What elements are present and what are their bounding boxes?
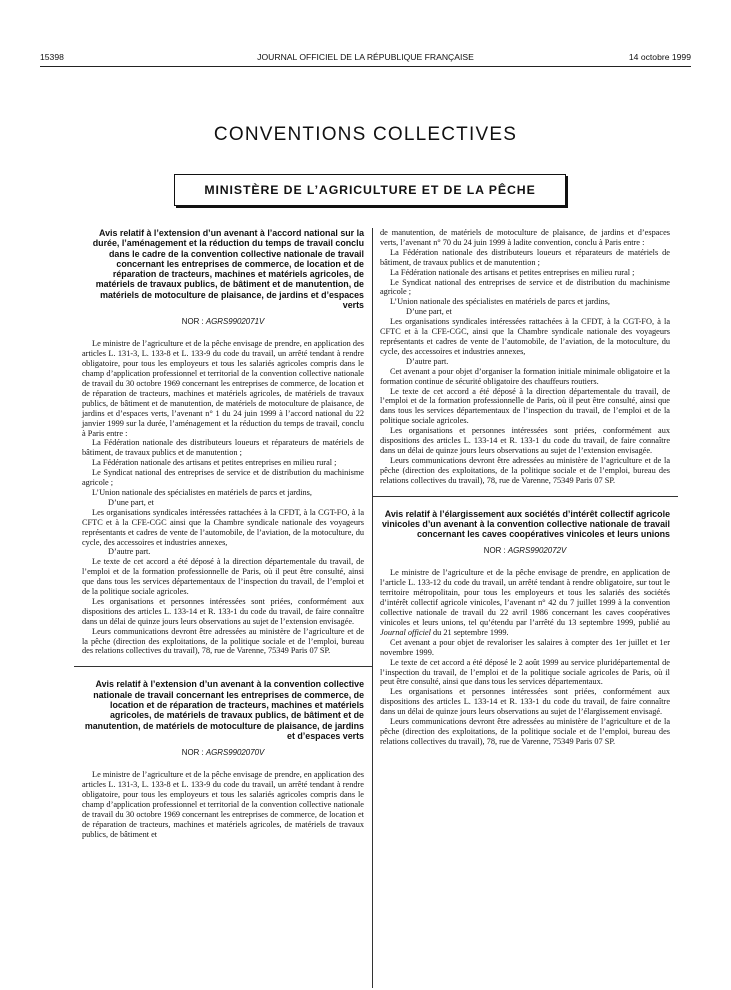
paragraph: Cet avenant a pour objet de revaloriser les salaires à compter des 1er juillet et 1er novembre 1999. (380, 637, 670, 657)
nor-code: AGRS9902071V (205, 317, 265, 327)
paragraph: Les organisations et personnes intéressées sont priées, conformément aux dispositions des articles L. 133-14 et R. 133-1 du code du travail, de faire connaître dans un délai de quinze jours leurs observations au sujet de l’extension envisagée. (380, 426, 670, 455)
paragraph: D’autre part. (108, 547, 151, 557)
issue-date: 14 octobre 1999 (628, 52, 691, 62)
paragraph-text: Le ministre de l’agriculture et de la pêche envisage de prendre, en application de l’article L. 133-12 du code du travail, un arrêté tendant à rendre obligatoire, sur tout le territoire métropolitain, pour tous les employeurs et tous les salariés des sociétés d’intérêt collectif agricole vinicoles, l’avenant n° 42 du 7 juillet 1999 à la convention collective nationale de travail du 22 avril 1986 concernant les caves coopératives vinicoles et leurs unions, tel qu’étendu par l’arrêté du 13 septembre 1999, publié au (380, 568, 670, 627)
paragraph: Le Syndicat national des entreprises de service et de distribution du machinisme agricole ; (82, 468, 364, 488)
paragraph: La Fédération nationale des distributeurs loueurs et réparateurs de matériels de bâtiment, de travaux publics et de manutention ; (380, 247, 670, 267)
paragraph: Les organisations syndicales intéressées rattachées à la CFDT, à la CGT-FO, à la CFTC et à la CFE-CGC ainsi que la Chambre syndicale nationale des voyageurs représentants et cadres de vente de l’automobile, de l’aviation, de la motoculture, du cycle, des accessoires et industries annexes, (82, 507, 364, 547)
running-header (40, 52, 691, 66)
paragraph: D’autre part. (406, 356, 449, 366)
nor-code: AGRS9902070V (205, 748, 265, 758)
notice-separator (74, 666, 372, 667)
paragraph: La Fédération nationale des distributeurs loueurs et réparateurs de matériels de bâtiment, de travaux publics et de manutention ; (82, 438, 364, 458)
nor-reference (380, 546, 670, 555)
paragraph: Le ministre de l’agriculture et de la pêche envisage de prendre, en application des articles L. 131-3, L. 133-8 et L. 133-9 du code du travail, un arrêté tendant à rendre obligatoire, pour tous les employeurs et tous les salariés agricoles compris dans le champ d’application professionnel et territorial de la convention collective nationale de travail du 30 octobre 1969 concernant les entreprises de commerce, de location et de réparation de tracteurs, machines et matériels agricoles, de matériels de travaux publics, de bâtiment et (82, 770, 364, 839)
paragraph: de manutention, de matériels de motoculture de plaisance, de jardins et d’espaces verts, l’avenant n° 70 du 24 juin 1999 à ladite convention, conclu à Paris entre : (380, 228, 670, 247)
paragraph: Les organisations et personnes intéressées sont priées, conformément aux dispositions des articles L. 133-14 et R. 133-1 du code du travail, de faire connaître dans un délai de quinze jours leurs observations au sujet de l’élargissement envisagé. (380, 687, 670, 717)
section-title: CONVENTIONS COLLECTIVES (213, 124, 518, 145)
paragraph: L’Union nationale des spécialistes en matériels de parcs et jardins, (92, 487, 312, 497)
paragraph: Le Syndicat national des entreprises de service et de distribution du machinisme agricole ; (380, 277, 670, 297)
paragraph: La Fédération nationale des artisans et petites entreprises en milieu rural ; (390, 267, 635, 277)
paragraph: Leurs communications devront être adressées au ministère de l’agriculture et de la pêche (direction des exploitations, de la politique sociale et de l’emploi, bureau des relations collectives du travail), 78, rue de Varenne, 75349 Paris 07 SP. (380, 455, 670, 485)
journal-title: JOURNAL OFFICIEL DE LA RÉPUBLIQUE FRANÇAISE (257, 52, 474, 62)
header-rule (40, 66, 691, 67)
paragraph: Le texte de cet accord a été déposé le 2 août 1999 au service pluridépartemental de l’inspection du travail, de l’emploi et de la politique sociale agricoles de Paris, où il peut être consulté, ainsi que dans tous les services départementaux. (380, 657, 670, 687)
paragraph: Leurs communications devront être adressées au ministère de l’agriculture et de la pêche (direction des exploitations, de la politique sociale et de l’emploi, bureau des relations collectives du travail), 78, rue de Varenne, 75349 Paris 07 SP. (82, 626, 364, 656)
ministry-box (174, 174, 566, 206)
nor-label: NOR : (181, 748, 204, 758)
notice-separator (372, 496, 678, 497)
nor-code: AGRS9902072V (507, 546, 567, 556)
nor-label: NOR : (483, 546, 506, 556)
paragraph: D’une part, et (406, 307, 452, 317)
paragraph: Le ministre de l’agriculture et de la pêche envisage de prendre, en application des articles L. 131-3, L. 133-8 et L. 133-9 du code du travail, un arrêté tendant à rendre obligatoire, pour tous les employeurs et tous les salariés agricoles compris dans le champ d’application professionnel et territorial de la convention collective nationale de travail du 30 octobre 1969 concernant les entreprises de commerce, de location et de réparation de tracteurs, machines et matériels agricoles, de matériels de travaux publics, de bâtiment et de manutention, de matériels de motoculture de plaisance, de jardins et d’espaces verts, l’avenant n° 1 du 24 juin 1999 à l’accord national du 22 janvier 1999 sur la durée, l’aménagement et la réduction du temps de travail, conclu à Paris entre : (82, 339, 364, 438)
paragraph: L’Union nationale des spécialistes en matériels de parcs et jardins, (390, 297, 610, 307)
paragraph: D’une part, et (108, 497, 154, 507)
journal-reference: Journal officiel (380, 627, 431, 637)
paragraph: La Fédération nationale des artisans et petites entreprises en milieu rural ; (92, 458, 337, 468)
column-divider (372, 228, 373, 988)
right-column (380, 228, 670, 747)
nor-reference (82, 748, 364, 757)
left-column (82, 228, 364, 840)
paragraph: Les organisations et personnes intéressées sont priées, conformément aux dispositions des articles L. 133-14 et R. 133-1 du code du travail, de faire connaître dans un délai de quinze jours leurs observations au sujet de l’extension envisagée. (82, 596, 364, 626)
paragraph: Cet avenant a pour objet d’organiser la formation initiale minimale obligatoire et la formation continue de sécurité obligatoire des chauffeurs routiers. (380, 366, 670, 386)
nor-reference (82, 317, 364, 326)
notice-title: Avis relatif à l’élargissement aux sociétés d’intérêt collectif agricole vinicoles d’un avenant à la convention collective nationale de travail concernant les caves coopératives vinicoles et leurs unions (381, 508, 670, 540)
paragraph-text: du 21 septembre 1999. (433, 627, 509, 637)
notice-title: Avis relatif à l’extension d’un avenant à l’accord national sur la durée, l’aménagement et la réduction du temps de travail conclu dans le cadre de la convention collective nationale de travail concernant les entreprises de commerce, de location et de réparation de tracteurs, machines et matériels agricoles, de matériels de travaux publics, de bâtiment et de manutention, de matériels de motoculture de plaisance, de jardins et d’espaces verts (92, 228, 364, 311)
paragraph: Le texte de cet accord a été déposé à la direction départementale du travail, de l’emploi et de la formation professionnelle de Paris, où il peut être consulté, ainsi que dans tous les services départementaux de l’inspection du travail, de l’emploi et de la politique sociale agricoles. (82, 557, 364, 597)
nor-label: NOR : (181, 317, 204, 327)
paragraph: Le texte de cet accord a été déposé à la direction départementale du travail, de l’emploi et de la formation professionnelle de Paris, où il peut être consulté, ainsi que dans tous les services départementaux de l’inspection du travail, de l’emploi et de la politique sociale agricoles. (380, 386, 670, 426)
page-number: 15398 (40, 52, 64, 62)
paragraph (380, 568, 670, 637)
ministry-name: MINISTÈRE DE L’AGRICULTURE ET DE LA PÊCHE (204, 183, 536, 197)
paragraph: Leurs communications devront être adressées au ministère de l’agriculture et de la pêche (direction des exploitations, de la politique sociale et de l’emploi, bureau des relations collectives du travail), 78, rue de Varenne, 75349 Paris 07 SP. (380, 717, 670, 746)
notice-title: Avis relatif à l’extension d’un avenant à la convention collective nationale de travail concernant les entreprises de commerce, de location et de réparation de tracteurs, machines et matériels agricoles, de matériels de travaux publics, de bâtiment et de manutention, de matériels de motoculture de plaisance, de jardins et d’espaces verts (84, 679, 364, 741)
paragraph: Les organisations syndicales intéressées rattachées à la CFDT, à la CGT-FO, à la CFTC et à la CFE-CGC, ainsi que la Chambre syndicale nationale des voyageurs représentants et cadres de vente de l’automobile, de l’aviation, de la motoculture, du cycle, des accessoires et industries annexes, (380, 317, 670, 356)
